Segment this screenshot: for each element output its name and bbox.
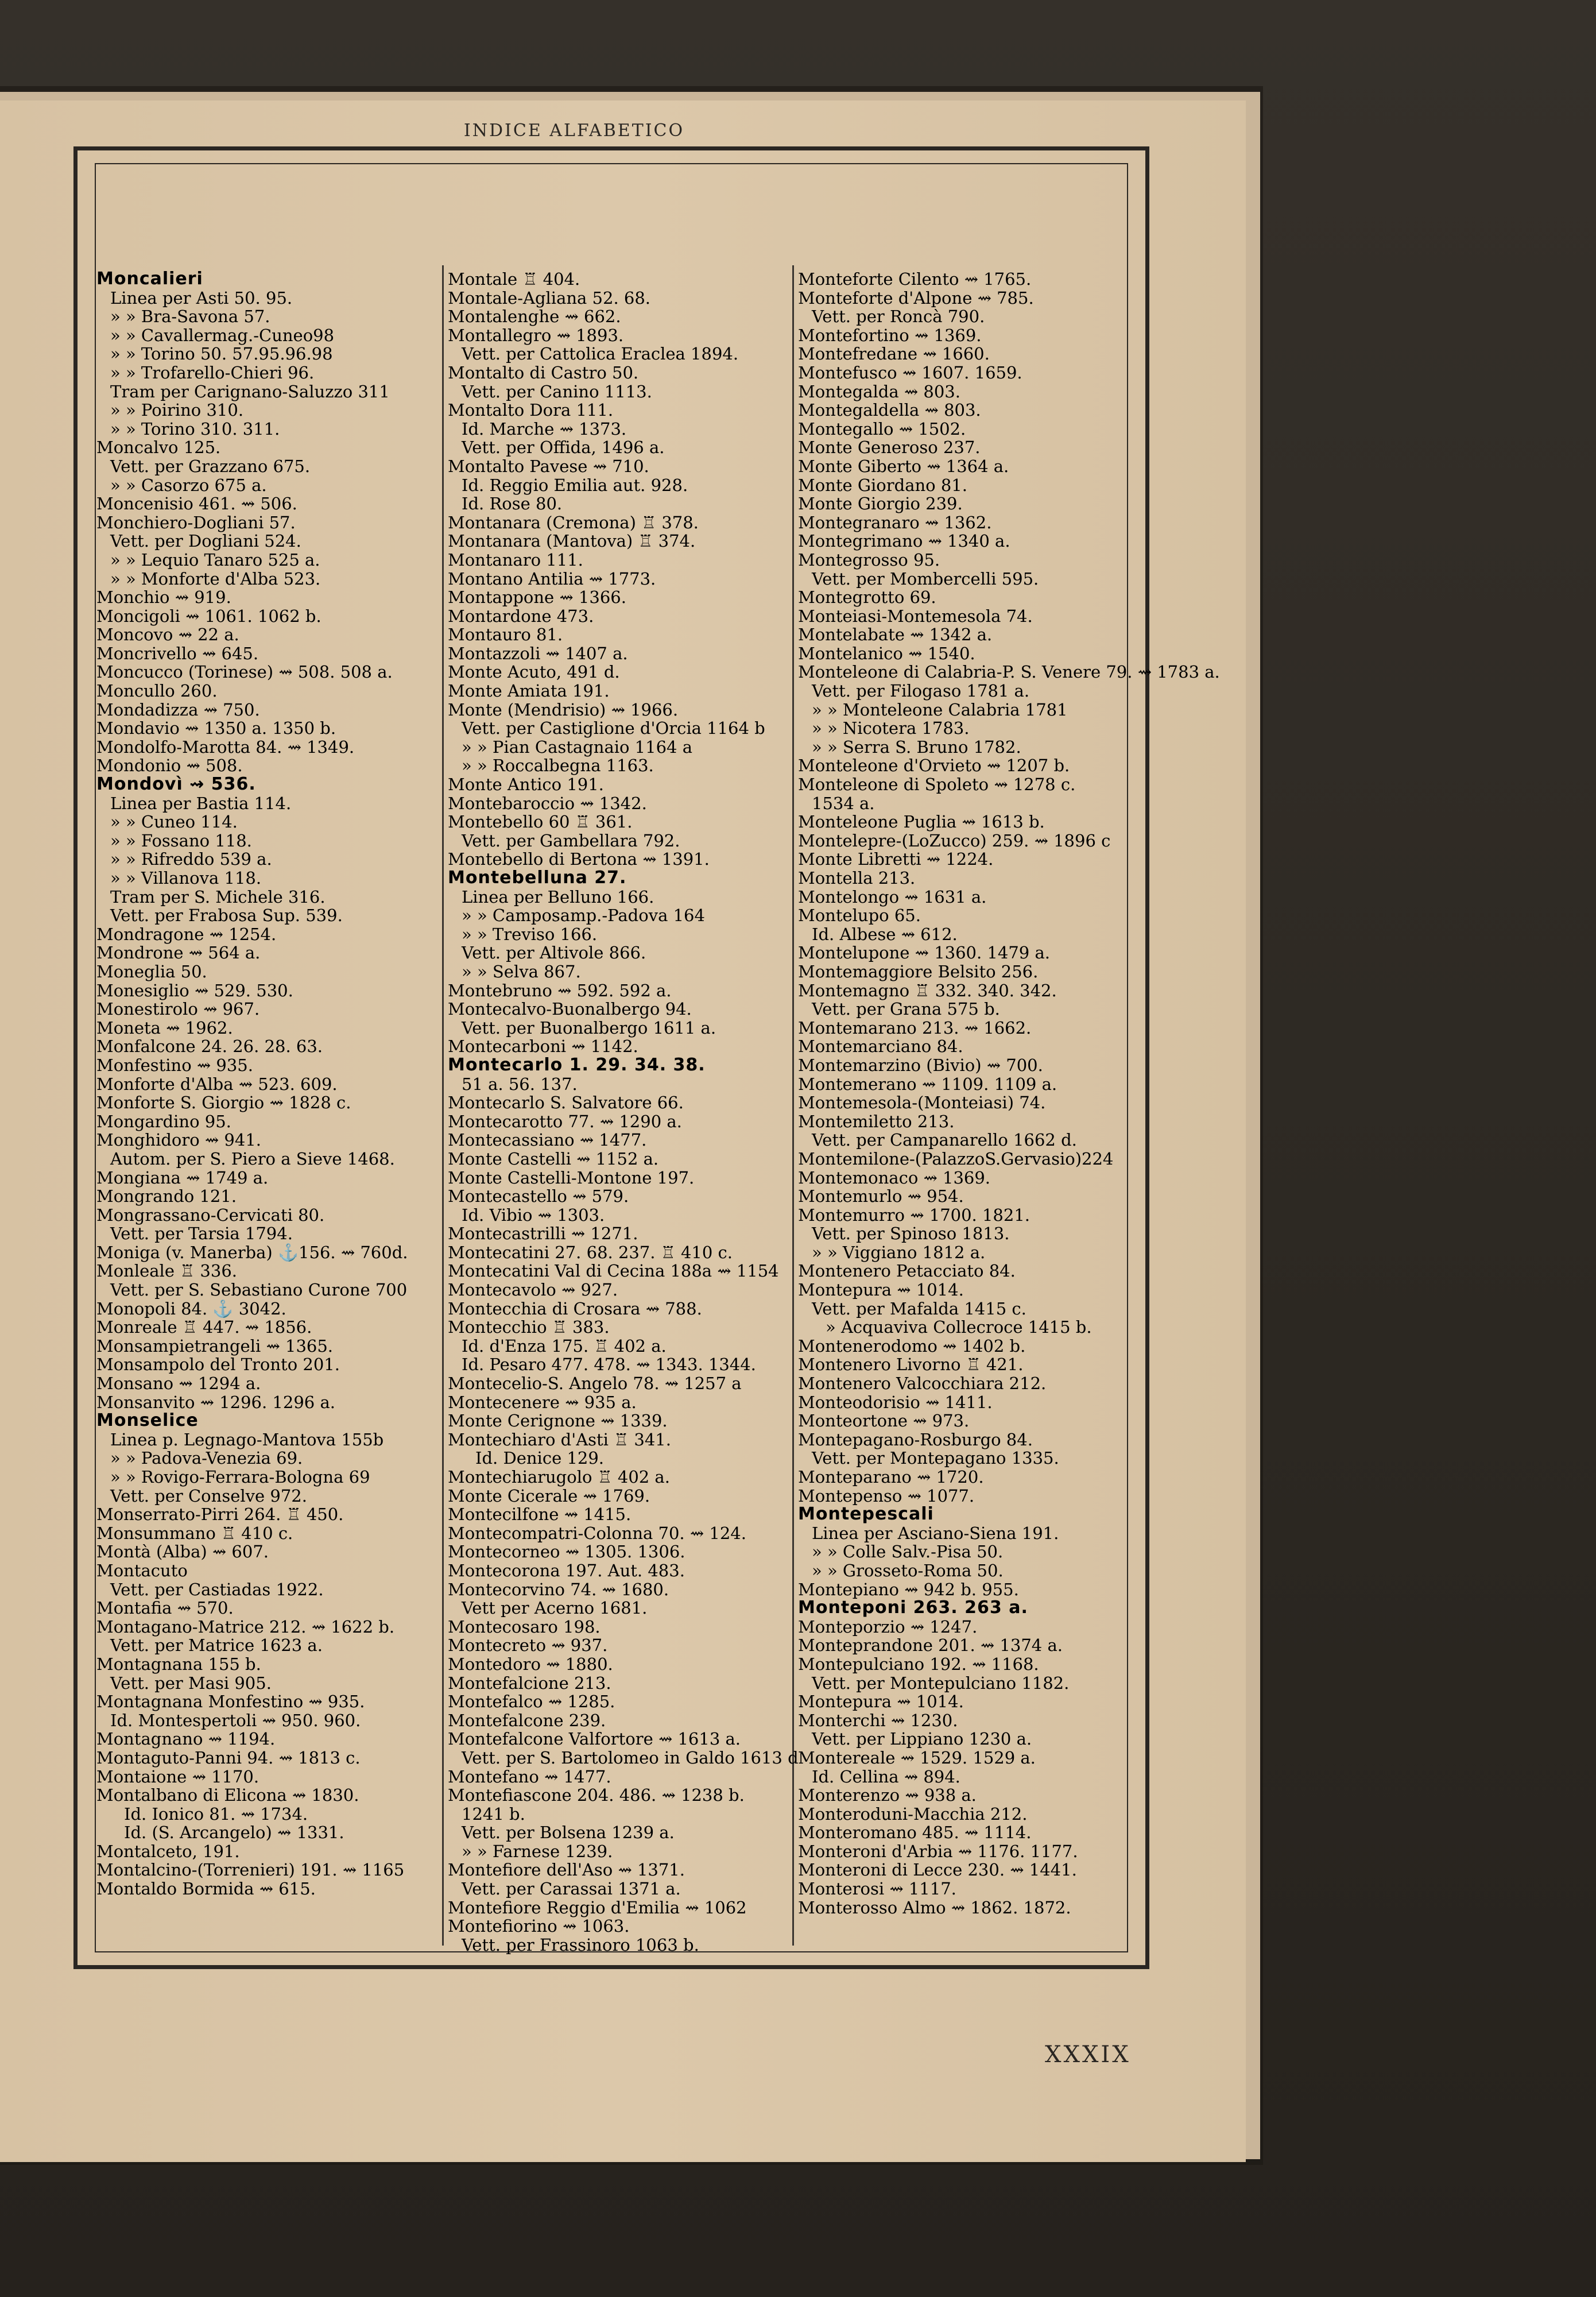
index-heading: Montecarlo 1. 29. 34. 38. [448, 1054, 706, 1075]
index-entry: Montagnano ⇝ 1194. [96, 1729, 276, 1749]
index-entry: Monterosi ⇝ 1117. [798, 1879, 956, 1899]
index-entry: Vett. per Masi 905. [110, 1673, 272, 1693]
index-entry: Montegallo ⇝ 1502. [798, 419, 966, 439]
index-entry: Montecastrilli ⇝ 1271. [448, 1224, 638, 1244]
index-entry: Montemurro ⇝ 1700. 1821. [798, 1205, 1031, 1225]
index-entry: Vett. per Canino 1113. [462, 381, 652, 401]
index-entry: Montecchia di Crosara ⇝ 788. [448, 1298, 702, 1318]
index-entry: Montegrotto 69. [798, 587, 936, 608]
index-entry: Montale ♖ 404. [448, 269, 580, 289]
index-entry: Montecorvino 74. ⇝ 1680. [448, 1579, 669, 1599]
index-entry: Montaldo Bormida ⇝ 615. [96, 1879, 316, 1899]
index-entry: Montà (Alba) ⇝ 607. [96, 1542, 269, 1562]
index-entry: Montecelio-S. Angelo 78. ⇝ 1257 a [448, 1374, 742, 1394]
index-entry: Montalenghe ⇝ 662. [448, 307, 621, 327]
index-entry: Monsanvito ⇝ 1296. 1296 a. [96, 1392, 335, 1412]
index-entry: Moncucco (Torinese) ⇝ 508. 508 a. [96, 662, 393, 682]
index-entry: Vett. per Conselve 972. [110, 1486, 307, 1506]
index-entry: Mongrando 121. [96, 1186, 237, 1206]
index-entry: Montegalda ⇝ 803. [798, 381, 960, 401]
page-number: XXXIX [1045, 2041, 1131, 2068]
index-entry: Id. Cellina ⇝ 894. [812, 1766, 960, 1786]
index-entry: Montenero Livorno ♖ 421. [798, 1355, 1024, 1375]
index-entry: Montecenere ⇝ 935 a. [448, 1392, 637, 1412]
index-entry: Montecorneo ⇝ 1305. 1306. [448, 1542, 685, 1562]
index-entry: Id. Rose 80. [462, 494, 563, 514]
index-entry: Vett. per Gambellara 792. [462, 830, 680, 850]
index-entry: Monsummano ♖ 410 c. [96, 1523, 293, 1543]
index-entry: Vett. per S. Sebastiano Curone 700 [110, 1280, 408, 1300]
index-entry: Montecatini Val di Cecina 188a ⇝ 1154 [448, 1261, 779, 1281]
index-entry: Vett. per Spinoso 1813. [812, 1224, 1010, 1244]
index-entry: Vett. per Montepagano 1335. [812, 1448, 1059, 1468]
index-entry: Monghidoro ⇝ 941. [96, 1130, 261, 1150]
index-entry: Montechiaro d'Asti ♖ 341. [448, 1429, 671, 1449]
index-entry: » » Rifreddo 539 a. [110, 849, 272, 869]
index-entry: Montecastello ⇝ 579. [448, 1186, 629, 1206]
index-entry: Vett. per Mombercelli 595. [812, 569, 1039, 589]
index-entry: Monchiero-Dogliani 57. [96, 512, 296, 532]
index-entry: Montano Antilia ⇝ 1773. [448, 569, 656, 589]
index-entry: Linea per Belluno 166. [462, 887, 654, 907]
index-entry: Monleale ♖ 336. [96, 1261, 237, 1281]
index-entry: » » Casorzo 675 a. [110, 475, 267, 495]
index-entry: Montallegro ⇝ 1893. [448, 325, 624, 345]
index-entry: Monte Amiata 191. [448, 681, 610, 701]
index-entry: Montepiano ⇝ 942 b. 955. [798, 1579, 1019, 1599]
index-entry: Montagnana 155 b. [96, 1654, 261, 1674]
index-entry: Id. Albese ⇝ 612. [812, 924, 958, 944]
index-entry: Montelanico ⇝ 1540. [798, 643, 975, 663]
index-entry: Moncigoli ⇝ 1061. 1062 b. [96, 606, 321, 626]
index-entry: » » Torino 310. 311. [110, 419, 280, 439]
index-entry: 51 a. 56. 137. [462, 1074, 578, 1094]
index-entry: » » Monteleone Calabria 1781 [812, 699, 1068, 720]
index-entry: » » Rovigo-Ferrara-Bologna 69 [110, 1467, 370, 1487]
index-entry: Montecassiano ⇝ 1477. [448, 1130, 647, 1150]
index-entry: Montanaro 111. [448, 550, 583, 570]
index-entry: Montecarboni ⇝ 1142. [448, 1037, 638, 1057]
index-entry: Vett. per Carassai 1371 a. [462, 1879, 681, 1899]
index-entry: Montefortino ⇝ 1369. [798, 325, 982, 345]
index-entry: Monteortone ⇝ 973. [798, 1411, 970, 1431]
index-entry: » » Roccalbegna 1163. [462, 756, 654, 776]
index-entry: Tram per Carignano-Saluzzo 311 [110, 381, 390, 401]
index-entry: Montalto Pavese ⇝ 710. [448, 456, 649, 476]
index-entry: Montenero Petacciato 84. [798, 1261, 1016, 1281]
index-entry: 1534 a. [812, 793, 875, 813]
index-entry: Vett. per Roncà 790. [812, 307, 985, 327]
index-entry: Montefredane ⇝ 1660. [798, 344, 990, 364]
index-entry: Montecavolo ⇝ 927. [448, 1280, 618, 1300]
index-entry: Montenero Valcocchiara 212. [798, 1374, 1047, 1394]
index-entry: Montemarzino (Bivio) ⇝ 700. [798, 1055, 1043, 1075]
index-entry: Id. Ionico 81. ⇝ 1734. [124, 1804, 308, 1824]
index-entry: Linea per Bastia 114. [110, 793, 292, 813]
index-entry: Monteroni di Lecce 230. ⇝ 1441. [798, 1860, 1077, 1880]
index-entry: » » Poirino 310. [110, 400, 244, 420]
index-entry: Vett. per Offida, 1496 a. [462, 438, 665, 458]
index-entry: » » Nicotera 1783. [812, 718, 970, 738]
index-column-2 [448, 269, 799, 1955]
index-entry: Montegrosso 95. [798, 550, 940, 570]
index-entry: Vett. per Tarsia 1794. [110, 1224, 293, 1244]
index-entry: Moncullo 260. [96, 681, 218, 701]
index-entry: Montemarciano 84. [798, 1037, 963, 1057]
index-entry: Moncovo ⇝ 22 a. [96, 625, 239, 645]
index-entry: Monserrato-Pirri 264. ♖ 450. [96, 1505, 344, 1525]
index-entry: Linea per Asciano-Siena 191. [812, 1523, 1059, 1543]
index-entry: Montemesola-(Monteiasi) 74. [798, 1093, 1046, 1113]
index-entry: Id. d'Enza 175. ♖ 402 a. [462, 1336, 667, 1356]
index-entry: Montelupone ⇝ 1360. 1479 a. [798, 943, 1050, 963]
index-entry: Mongiana ⇝ 1749 a. [96, 1167, 269, 1188]
index-entry: Id. Montespertoli ⇝ 950. 960. [110, 1710, 361, 1730]
index-entry: Monsampolo del Tronto 201. [96, 1355, 340, 1375]
index-entry: Vett. per Grana 575 b. [812, 999, 1000, 1019]
index-heading: Mondovì ⇝ 536. [96, 774, 256, 795]
index-entry: Montefusco ⇝ 1607. 1659. [798, 362, 1022, 382]
index-entry: Monteleone d'Orvieto ⇝ 1207 b. [798, 756, 1070, 776]
index-entry: Monfalcone 24. 26. 28. 63. [96, 1037, 323, 1057]
index-entry: Moneglia 50. [96, 961, 207, 981]
index-entry: » » Serra S. Bruno 1782. [812, 737, 1021, 757]
index-entry: Montacuto [96, 1560, 188, 1580]
index-entry: Montanara (Cremona) ♖ 378. [448, 512, 699, 532]
index-entry: Monteromano 485. ⇝ 1114. [798, 1823, 1032, 1843]
index-entry: Vett. per Matrice 1623 a. [110, 1635, 323, 1656]
index-entry: Montebello di Bertona ⇝ 1391. [448, 849, 710, 869]
index-entry: Vett. per Dogliani 524. [110, 531, 301, 551]
index-entry: Montemilone-(PalazzoS.Gervasio)224 [798, 1148, 1114, 1169]
index-entry: Mongardino 95. [96, 1111, 231, 1131]
index-entry: Montalceto, 191. [96, 1841, 240, 1861]
index-heading: Moncalieri [96, 269, 203, 289]
index-entry: Vett. per Frabosa Sup. 539. [110, 906, 343, 926]
index-entry: » » Colle Salv.-Pisa 50. [812, 1542, 1004, 1562]
index-entry: Monteroduni-Macchia 212. [798, 1804, 1028, 1824]
index-entry: Montepenso ⇝ 1077. [798, 1486, 975, 1506]
index-column-1 [96, 270, 441, 1898]
index-entry: Moncalvo 125. [96, 438, 221, 458]
index-entry: Id. Vibio ⇝ 1303. [462, 1205, 605, 1225]
index-entry: Montecalvo-Buonalbergo 94. [448, 999, 692, 1019]
index-entry: Montemerano ⇝ 1109. 1109 a. [798, 1074, 1057, 1094]
index-entry: Monteleone di Spoleto ⇝ 1278 c. [798, 775, 1076, 795]
index-entry: Moneta ⇝ 1962. [96, 1018, 233, 1038]
index-entry: Montanara (Mantova) ♖ 374. [448, 531, 696, 551]
index-entry: Montebaroccio ⇝ 1342. [448, 793, 647, 813]
index-entry: Monsampietrangeli ⇝ 1365. [96, 1336, 334, 1356]
index-entry: Monte Castelli-Montone 197. [448, 1167, 695, 1188]
index-entry: Montagnana Monfestino ⇝ 935. [96, 1692, 365, 1712]
index-entry: Monterosso Almo ⇝ 1862. 1872. [798, 1897, 1071, 1917]
index-entry: Vett. per Bolsena 1239 a. [462, 1823, 675, 1843]
index-entry: Monte Generoso 237. [798, 438, 981, 458]
index-entry: » » Cavallermag.-Cuneo98 [110, 325, 335, 345]
index-entry: Montagano-Matrice 212. ⇝ 1622 b. [96, 1617, 395, 1637]
index-entry: Vett. per Frassinoro 1063 b. [462, 1935, 699, 1955]
index-entry: Monte Libretti ⇝ 1224. [798, 849, 994, 869]
index-entry: Montebruno ⇝ 592. 592 a. [448, 980, 672, 1000]
index-entry: Monte Giorgio 239. [798, 494, 963, 514]
index-entry: Montecarotto 77. ⇝ 1290 a. [448, 1111, 682, 1131]
index-entry: Montenerodomo ⇝ 1402 b. [798, 1336, 1026, 1356]
index-entry: Autom. per S. Piero a Sieve 1468. [110, 1148, 395, 1169]
index-entry: Monteroni d'Arbia ⇝ 1176. 1177. [798, 1841, 1078, 1861]
index-entry: Montalcino-(Torrenieri) 191. ⇝ 1165 [96, 1860, 405, 1880]
index-entry: Montedoro ⇝ 1880. [448, 1654, 613, 1674]
index-entry: » » Viggiano 1812 a. [812, 1242, 986, 1262]
index-entry: Vett. per Castiadas 1922. [110, 1579, 324, 1599]
index-entry: Montecatini 27. 68. 237. ♖ 410 c. [448, 1242, 733, 1262]
index-entry: Vett. per Campanarello 1662 d. [812, 1130, 1077, 1150]
index-entry: Montaguto-Panni 94. ⇝ 1813 c. [96, 1747, 361, 1768]
index-entry: Monteleone di Calabria-P. S. Venere 79. ⇝ 1783 a. [798, 662, 1220, 682]
index-entry: Montalbano di Elicona ⇝ 1830. [96, 1785, 359, 1805]
index-entry: Montepagano-Rosburgo 84. [798, 1429, 1033, 1449]
index-entry: » » Bra-Savona 57. [110, 307, 270, 327]
index-entry: » » Cuneo 114. [110, 812, 238, 832]
index-entry: Montecreto ⇝ 937. [448, 1635, 608, 1656]
index-entry: Montelabate ⇝ 1342 a. [798, 625, 993, 645]
index-entry: Montemaggiore Belsito 256. [798, 961, 1039, 981]
index-entry: Id. Denice 129. [475, 1448, 605, 1468]
index-entry: Moniga (v. Manerba) ⚓156. ⇝ 760d. [96, 1242, 408, 1262]
index-entry: Monte Cicerale ⇝ 1769. [448, 1486, 650, 1506]
index-entry: Monte Giberto ⇝ 1364 a. [798, 456, 1009, 476]
index-entry: Montaione ⇝ 1170. [96, 1766, 259, 1786]
index-entry: Montecosaro 198. [448, 1617, 601, 1637]
index-entry: Vett. per Cattolica Eraclea 1894. [462, 344, 739, 364]
index-entry: Monsano ⇝ 1294 a. [96, 1374, 261, 1394]
index-column-3 [798, 269, 1220, 1917]
index-entry: Montefalco ⇝ 1285. [448, 1692, 615, 1712]
index-entry: Montappone ⇝ 1366. [448, 587, 626, 608]
index-entry: » » Fossano 118. [110, 830, 252, 850]
index-entry: Montepura ⇝ 1014. [798, 1692, 964, 1712]
index-entry: Montefalcone Valfortore ⇝ 1613 a. [448, 1729, 741, 1749]
index-entry: » » Pian Castagnaio 1164 a [462, 737, 692, 757]
index-entry: Moncenisio 461. ⇝ 506. [96, 494, 297, 514]
index-entry: » » Selva 867. [462, 961, 581, 981]
index-entry: » » Villanova 118. [110, 868, 262, 888]
index-entry: Montefalcone 239. [448, 1710, 606, 1730]
index-entry: Montafia ⇝ 570. [96, 1598, 234, 1618]
index-entry: Linea p. Legnago-Mantova 155b [110, 1429, 384, 1449]
index-entry: Vett. per Buonalbergo 1611 a. [462, 1018, 716, 1038]
index-entry: Montardone 473. [448, 606, 594, 626]
index-entry: Monforte S. Giorgio ⇝ 1828 c. [96, 1093, 351, 1113]
index-entry: Vett. per Grazzano 675. [110, 456, 311, 476]
index-entry: Monte Acuto, 491 d. [448, 662, 620, 682]
index-entry: Montecchio ♖ 383. [448, 1317, 610, 1337]
index-entry: Vett. per S. Bartolomeo in Galdo 1613 d [462, 1747, 799, 1768]
index-entry: Monteforte d'Alpone ⇝ 785. [798, 288, 1034, 308]
index-entry: Montecilfone ⇝ 1415. [448, 1505, 632, 1525]
index-entry: Monteiasi-Montemesola 74. [798, 606, 1033, 626]
index-entry: Tram per S. Michele 316. [110, 887, 326, 907]
index-entry: Montefiore dell'Aso ⇝ 1371. [448, 1860, 685, 1880]
index-entry: » » Camposamp.-Padova 164 [462, 906, 705, 926]
index-entry: Montelepre-(LoZucco) 259. ⇝ 1896 c [798, 830, 1111, 850]
running-head: INDICE ALFABETICO [463, 121, 685, 141]
index-entry: Montemarano 213. ⇝ 1662. [798, 1018, 1032, 1038]
index-entry: Montereale ⇝ 1529. 1529 a. [798, 1747, 1036, 1768]
index-entry: Id. Marche ⇝ 1373. [462, 419, 627, 439]
index-entry: » » Torino 50. 57.95.96.98 [110, 344, 333, 364]
index-entry: Monforte d'Alba ⇝ 523. 609. [96, 1074, 338, 1094]
index-entry: Montecorona 197. Aut. 483. [448, 1560, 685, 1580]
index-entry: Monte Cerignone ⇝ 1339. [448, 1411, 668, 1431]
index-entry: Linea per Asti 50. 95. [110, 288, 293, 308]
index-entry: Montegrimano ⇝ 1340 a. [798, 531, 1010, 551]
index-entry: Id. (S. Arcangelo) ⇝ 1331. [124, 1823, 344, 1843]
index-entry: Monteleone Puglia ⇝ 1613 b. [798, 812, 1045, 832]
index-entry: Vett. per Castiglione d'Orcia 1164 b [462, 718, 765, 738]
index-entry: Monteforte Cilento ⇝ 1765. [798, 269, 1032, 289]
index-entry: » » Lequio Tanaro 525 a. [110, 550, 320, 570]
index-entry: Mondrone ⇝ 564 a. [96, 943, 261, 963]
index-entry: Vett. per Montepulciano 1182. [812, 1673, 1070, 1693]
index-entry: Monteporzio ⇝ 1247. [798, 1617, 978, 1637]
index-heading: Montebelluna 27. [448, 868, 627, 888]
index-entry: Montalto Dora 111. [448, 400, 614, 420]
index-entry: Monteparano ⇝ 1720. [798, 1467, 984, 1487]
index-entry: Monesiglio ⇝ 529. 530. [96, 980, 293, 1000]
index-entry: 1241 b. [462, 1804, 525, 1824]
index-entry: Monfestino ⇝ 935. [96, 1055, 253, 1075]
index-entry: Vett. per Altivole 866. [462, 943, 646, 963]
column-rule [792, 265, 794, 1946]
index-entry: Vett. per Mafalda 1415 c. [812, 1298, 1026, 1318]
column-rule [442, 265, 444, 1946]
index-entry: » » Grosseto-Roma 50. [812, 1560, 1004, 1580]
index-entry: Monte (Mendrisio) ⇝ 1966. [448, 699, 679, 720]
index-entry: Montepura ⇝ 1014. [798, 1280, 964, 1300]
index-entry: Montale-Agliana 52. 68. [448, 288, 650, 308]
index-entry: Moncrivello ⇝ 645. [96, 643, 259, 663]
index-entry: Vett per Acerno 1681. [462, 1598, 648, 1618]
index-entry: Monte Giordano 81. [798, 475, 967, 495]
index-entry: Montecompatri-Colonna 70. ⇝ 124. [448, 1523, 746, 1543]
index-entry: Monreale ♖ 447. ⇝ 1856. [96, 1317, 312, 1337]
index-entry: Montemagno ♖ 332. 340. 342. [798, 980, 1057, 1000]
index-entry: » » Farnese 1239. [462, 1841, 613, 1861]
index-entry: Monterenzo ⇝ 938 a. [798, 1785, 977, 1805]
index-entry: Montefano ⇝ 1477. [448, 1766, 611, 1786]
index-entry: Mongrassano-Cervicati 80. [96, 1205, 325, 1225]
index-entry: Montemiletto 213. [798, 1111, 955, 1131]
index-entry: Montegranaro ⇝ 1362. [798, 512, 992, 532]
index-entry: » » Trofarello-Chieri 96. [110, 362, 315, 382]
index-entry: Monestirolo ⇝ 967. [96, 999, 260, 1019]
index-entry: Montefiorino ⇝ 1063. [448, 1916, 630, 1936]
index-entry: Montazzoli ⇝ 1407 a. [448, 643, 628, 663]
index-entry: Montelongo ⇝ 1631 a. [798, 887, 987, 907]
index-entry: Vett. per Filogaso 1781 a. [812, 681, 1030, 701]
index-entry: Montalto di Castro 50. [448, 362, 639, 382]
index-entry: Montegaldella ⇝ 803. [798, 400, 981, 420]
index-entry: Montefiore Reggio d'Emilia ⇝ 1062 [448, 1897, 747, 1917]
index-entry: Monte Castelli ⇝ 1152 a. [448, 1148, 659, 1169]
index-entry: Montepulciano 192. ⇝ 1168. [798, 1654, 1039, 1674]
index-entry: Montemonaco ⇝ 1369. [798, 1167, 991, 1188]
index-entry: Monteodorisio ⇝ 1411. [798, 1392, 993, 1412]
index-entry: Montecarlo S. Salvatore 66. [448, 1093, 684, 1113]
index-entry: Montemurlo ⇝ 954. [798, 1186, 964, 1206]
index-entry: Montebello 60 ♖ 361. [448, 812, 633, 832]
index-entry: Mondolfo-Marotta 84. ⇝ 1349. [96, 737, 355, 757]
index-entry: Id. Pesaro 477. 478. ⇝ 1343. 1344. [462, 1355, 756, 1375]
index-entry: Montauro 81. [448, 625, 563, 645]
index-entry: Montechiarugolo ♖ 402 a. [448, 1467, 670, 1487]
index-entry: » » Treviso 166. [462, 924, 598, 944]
index-entry: » Acquaviva Collecroce 1415 b. [826, 1317, 1092, 1337]
index-entry: Monchio ⇝ 919. [96, 587, 231, 608]
index-entry: Montelupo 65. [798, 906, 921, 926]
index-heading: Montepescali [798, 1504, 934, 1525]
index-entry: Monteprandone 201. ⇝ 1374 a. [798, 1635, 1063, 1656]
index-entry: Mondonio ⇝ 508. [96, 756, 243, 776]
index-entry: Monte Antico 191. [448, 775, 604, 795]
index-entry: Montefalcione 213. [448, 1673, 611, 1693]
index-entry: Id. Reggio Emilia aut. 928. [462, 475, 688, 495]
index-heading: Monselice [96, 1410, 199, 1431]
index-entry: Mondadizza ⇝ 750. [96, 699, 260, 720]
index-entry: Monterchi ⇝ 1230. [798, 1710, 958, 1730]
index-entry: Montella 213. [798, 868, 916, 888]
index-entry: Mondavio ⇝ 1350 a. 1350 b. [96, 718, 336, 738]
index-heading: Monteponi 263. 263 a. [798, 1598, 1028, 1618]
index-entry: » » Padova-Venezia 69. [110, 1448, 303, 1468]
index-entry: Monopoli 84. ⚓ 3042. [96, 1298, 286, 1318]
index-entry: » » Monforte d'Alba 523. [110, 569, 321, 589]
index-entry: Montefiascone 204. 486. ⇝ 1238 b. [448, 1785, 745, 1805]
index-entry: Mondragone ⇝ 1254. [96, 924, 277, 944]
index-entry: Vett. per Lippiano 1230 a. [812, 1729, 1032, 1749]
